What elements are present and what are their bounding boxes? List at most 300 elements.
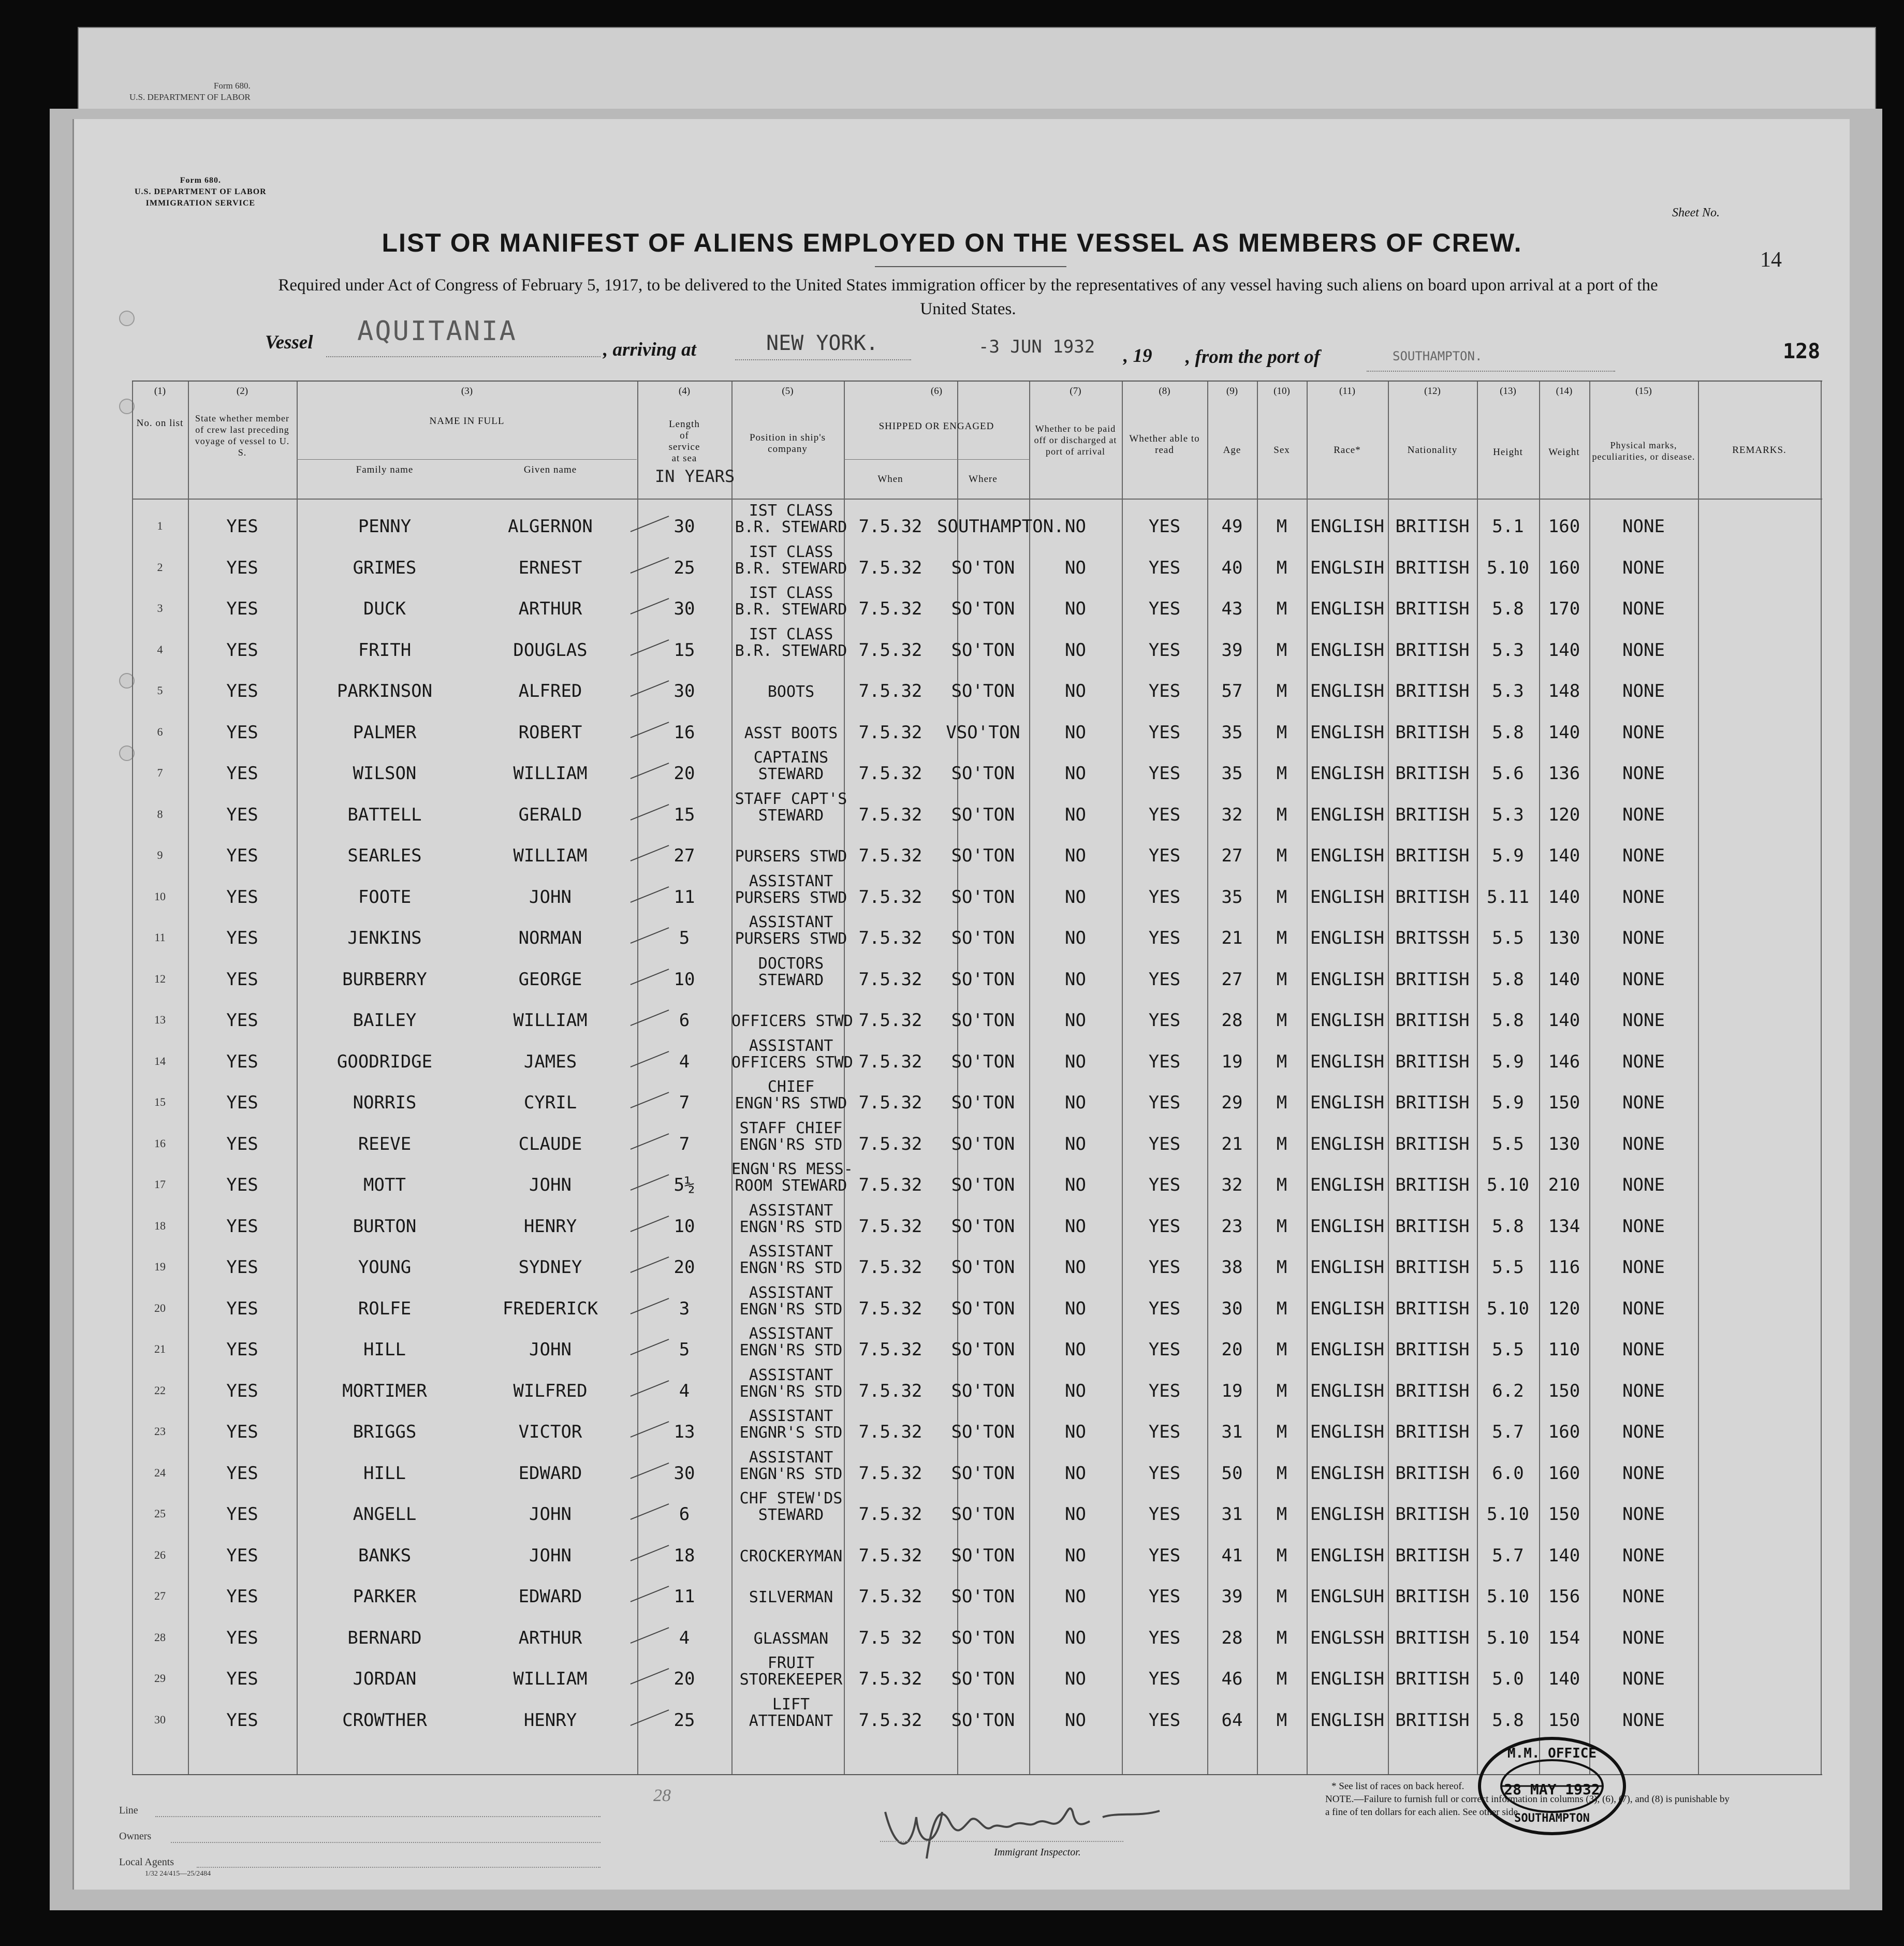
cell-family: BATTELL bbox=[347, 804, 422, 825]
cell-no: 26 bbox=[154, 1548, 166, 1561]
cell-no: 25 bbox=[154, 1507, 166, 1520]
table-row bbox=[132, 1620, 1822, 1661]
cell-age: 27 bbox=[1221, 969, 1243, 990]
cell-height: 5.10 bbox=[1487, 1627, 1529, 1648]
header-name-in-full: NAME IN FULL bbox=[429, 416, 505, 427]
cell-pos1: IST CLASS bbox=[749, 584, 833, 602]
cell-race: ENGLISH bbox=[1310, 763, 1385, 784]
cell-prev: YES bbox=[226, 1010, 258, 1031]
cell-prev: YES bbox=[226, 1380, 258, 1401]
cell-no: 15 bbox=[154, 1095, 166, 1108]
cell-age: 31 bbox=[1221, 1422, 1243, 1442]
cell-pos1: DOCTORS bbox=[758, 954, 824, 973]
cell-read: YES bbox=[1148, 516, 1181, 537]
table-row bbox=[132, 1489, 1822, 1537]
header-shipped-engaged: SHIPPED OR ENGAGED bbox=[878, 421, 994, 432]
cell-weight: 140 bbox=[1548, 886, 1580, 908]
cell-sex: M bbox=[1276, 639, 1287, 661]
cell-when: 7.5.32 bbox=[858, 557, 922, 578]
cell-marks: NONE bbox=[1622, 1339, 1665, 1360]
cell-height: 5.6 bbox=[1492, 763, 1524, 784]
cell-paid: NO bbox=[1065, 1545, 1086, 1566]
cell-sex: M bbox=[1276, 763, 1287, 784]
cell-where: SO'TON bbox=[951, 1504, 1015, 1525]
cell-no: 23 bbox=[154, 1425, 166, 1438]
cell-where: SO'TON bbox=[951, 598, 1015, 619]
cell-where: SO'TON bbox=[951, 1010, 1015, 1031]
cell-length: 4 bbox=[679, 1051, 690, 1072]
cell-where: SO'TON bbox=[951, 763, 1015, 784]
cell-where: SO'TON bbox=[951, 557, 1015, 578]
cell-length: 7 bbox=[679, 1092, 690, 1113]
cell-where: SO'TON bbox=[951, 1051, 1015, 1072]
cell-sex: M bbox=[1276, 1092, 1287, 1113]
cell-paid: NO bbox=[1065, 1380, 1086, 1401]
cell-family: PARKER bbox=[353, 1586, 417, 1607]
cell-read: YES bbox=[1148, 598, 1181, 619]
cell-read: YES bbox=[1148, 1627, 1181, 1648]
table-row bbox=[132, 1366, 1822, 1414]
cell-family: DUCK bbox=[363, 598, 406, 619]
cell-prev: YES bbox=[226, 886, 258, 908]
cell-given: CLAUDE bbox=[518, 1133, 582, 1154]
cell-read: YES bbox=[1148, 1504, 1181, 1525]
cell-pos1: ASSISTANT bbox=[749, 1036, 833, 1055]
port-underline bbox=[735, 359, 911, 360]
table-row bbox=[132, 1448, 1822, 1496]
header-length-service: Length of service at sea bbox=[668, 419, 700, 464]
cell-read: YES bbox=[1148, 1092, 1181, 1113]
title-rule bbox=[875, 266, 1066, 267]
cell-height: 6.0 bbox=[1492, 1462, 1524, 1484]
cell-pos1: ASSISTANT bbox=[749, 1407, 833, 1425]
cell-where: SO'TON bbox=[951, 845, 1015, 866]
cell-pos2: ENGN'RS STD bbox=[739, 1300, 843, 1319]
cell-where: SO'TON bbox=[951, 1627, 1015, 1648]
cell-height: 5.8 bbox=[1492, 1010, 1524, 1031]
cell-paid: NO bbox=[1065, 1298, 1086, 1319]
cell-marks: NONE bbox=[1622, 1298, 1665, 1319]
cell-when: 7.5.32 bbox=[858, 1586, 922, 1607]
cell-where: SO'TON bbox=[951, 1545, 1015, 1566]
table-row bbox=[132, 1538, 1822, 1578]
cell-weight: 130 bbox=[1548, 1133, 1580, 1154]
cell-length: 5 bbox=[679, 1339, 690, 1360]
cell-prev: YES bbox=[226, 681, 258, 701]
cell-no: 4 bbox=[157, 642, 163, 656]
cell-race: ENGLSIH bbox=[1310, 557, 1385, 578]
cell-prev: YES bbox=[226, 1051, 258, 1072]
cell-pos2: ENGN'RS STD bbox=[739, 1465, 843, 1483]
cell-length: 15 bbox=[673, 804, 695, 825]
cell-pos1: CHIEF bbox=[767, 1078, 815, 1096]
table-row bbox=[132, 913, 1822, 961]
cell-sex: M bbox=[1276, 1380, 1287, 1401]
cell-when: 7.5.32 bbox=[858, 1669, 922, 1689]
cell-length: 30 bbox=[673, 1462, 695, 1484]
col-num-12: (12) bbox=[1424, 386, 1441, 397]
vessel-line bbox=[0, 316, 1904, 368]
cell-marks: NONE bbox=[1622, 1669, 1665, 1689]
cell-sex: M bbox=[1276, 598, 1287, 619]
cell-length: 18 bbox=[673, 1545, 695, 1566]
cell-given: WILFRED bbox=[513, 1380, 588, 1401]
cell-family: JORDAN bbox=[353, 1669, 417, 1689]
table-row bbox=[132, 1283, 1822, 1332]
col-num-3: (3) bbox=[461, 386, 473, 397]
cell-race: ENGLISH bbox=[1310, 1709, 1385, 1731]
cell-pos2: STEWARD bbox=[758, 971, 824, 989]
cell-paid: NO bbox=[1065, 804, 1086, 825]
cell-marks: NONE bbox=[1622, 804, 1665, 825]
cell-when: 7.5.32 bbox=[858, 969, 922, 990]
cell-nat: BRITISH bbox=[1395, 639, 1470, 661]
cell-paid: NO bbox=[1065, 1339, 1086, 1360]
cell-sex: M bbox=[1276, 1669, 1287, 1689]
cell-read: YES bbox=[1148, 1545, 1181, 1566]
cell-marks: NONE bbox=[1622, 763, 1665, 784]
cell-sex: M bbox=[1276, 804, 1287, 825]
cell-when: 7.5.32 bbox=[858, 804, 922, 825]
cell-nat: BRITISH bbox=[1395, 1709, 1470, 1731]
cell-pos1: LIFT bbox=[772, 1695, 810, 1714]
header-nationality: Nationality bbox=[1407, 445, 1458, 456]
header-physical: Physical marks, peculiarities, or disease. bbox=[1592, 440, 1695, 462]
cell-given: ERNEST bbox=[518, 557, 582, 578]
cell-where: VSO'TON bbox=[946, 722, 1020, 743]
cell-no: 18 bbox=[154, 1219, 166, 1232]
cell-length: 30 bbox=[673, 516, 695, 537]
cell-given: GERALD bbox=[518, 804, 582, 825]
cell-length: 15 bbox=[673, 639, 695, 661]
cell-weight: 140 bbox=[1548, 969, 1580, 990]
cell-given: SYDNEY bbox=[518, 1257, 582, 1278]
cell-age: 46 bbox=[1221, 1669, 1243, 1689]
cell-sex: M bbox=[1276, 1462, 1287, 1484]
table-row bbox=[132, 502, 1822, 549]
cell-where: SO'TON bbox=[951, 639, 1015, 661]
arriving-label: , arriving at bbox=[603, 339, 696, 360]
cell-marks: NONE bbox=[1622, 516, 1665, 537]
cell-family: PALMER bbox=[353, 722, 417, 743]
cell-given: GEORGE bbox=[518, 969, 582, 990]
cell-race: ENGLSUH bbox=[1310, 1586, 1385, 1607]
cell-height: 5.8 bbox=[1492, 1709, 1524, 1731]
cell-height: 5.8 bbox=[1492, 969, 1524, 990]
cell-weight: 170 bbox=[1548, 598, 1580, 619]
cell-length: 20 bbox=[673, 1257, 695, 1278]
cell-where: SO'TON bbox=[951, 1092, 1015, 1113]
cell-race: ENGLISH bbox=[1310, 845, 1385, 866]
cell-family: BERNARD bbox=[347, 1627, 422, 1648]
cell-when: 7.5.32 bbox=[858, 886, 922, 908]
cell-paid: NO bbox=[1065, 1627, 1086, 1648]
cell-race: ENGLISH bbox=[1310, 681, 1385, 701]
arrival-date: -3 JUN 1932 bbox=[978, 336, 1095, 357]
cell-prev: YES bbox=[226, 1422, 258, 1442]
cell-paid: NO bbox=[1065, 928, 1086, 948]
cell-marks: NONE bbox=[1622, 1422, 1665, 1442]
cell-no: 14 bbox=[154, 1054, 166, 1067]
cell-pos1: STAFF CAPT'S bbox=[735, 789, 847, 808]
cell-paid: NO bbox=[1065, 845, 1086, 866]
crew-table bbox=[132, 381, 1822, 1775]
cell-read: YES bbox=[1148, 1051, 1181, 1072]
cell-family: JENKINS bbox=[347, 928, 422, 948]
cell-nat: BRITISH bbox=[1395, 969, 1470, 990]
table-row bbox=[132, 872, 1822, 920]
cell-given: WILLIAM bbox=[513, 1669, 588, 1689]
cell-age: 31 bbox=[1221, 1504, 1243, 1525]
cell-prev: YES bbox=[226, 804, 258, 825]
cell-length: 27 bbox=[673, 845, 695, 866]
cell-weight: 110 bbox=[1548, 1339, 1580, 1360]
cell-sex: M bbox=[1276, 557, 1287, 578]
sheet-no-mark: 14 bbox=[1760, 248, 1782, 272]
cell-height: 5.5 bbox=[1492, 1133, 1524, 1154]
cell-paid: NO bbox=[1065, 1175, 1086, 1195]
cell-sex: M bbox=[1276, 886, 1287, 908]
cell-when: 7.5.32 bbox=[858, 1504, 922, 1525]
cell-pos2: ENGN'RS STD bbox=[739, 1218, 843, 1236]
cell-marks: NONE bbox=[1622, 1175, 1665, 1195]
cell-prev: YES bbox=[226, 1298, 258, 1319]
cell-age: 35 bbox=[1221, 886, 1243, 908]
cell-read: YES bbox=[1148, 969, 1181, 990]
cell-sex: M bbox=[1276, 1257, 1287, 1278]
cell-age: 28 bbox=[1221, 1010, 1243, 1031]
cell-nat: BRITISH bbox=[1395, 681, 1470, 701]
cell-family: BURBERRY bbox=[342, 969, 427, 990]
cell-marks: NONE bbox=[1622, 1010, 1665, 1031]
sheet-no-label: Sheet No. bbox=[1672, 206, 1720, 220]
cell-family: MORTIMER bbox=[342, 1380, 427, 1401]
cell-height: 5.0 bbox=[1492, 1669, 1524, 1689]
cell-pos2: OFFICERS STWD bbox=[731, 1053, 853, 1072]
cell-race: ENGLISH bbox=[1310, 886, 1385, 908]
cell-height: 5.9 bbox=[1492, 1092, 1524, 1113]
penalty-note: NOTE.—Failure to furnish full or correct information in columns (3), (6), (7), and (8) is punishable by a fine of ten dollars for each alien. See other side. bbox=[1325, 1794, 1730, 1818]
cell-prev: YES bbox=[226, 557, 258, 578]
cell-given: ARTHUR bbox=[518, 598, 582, 619]
cell-weight: 210 bbox=[1548, 1175, 1580, 1195]
footer-line-underline bbox=[155, 1816, 601, 1817]
cell-age: 41 bbox=[1221, 1545, 1243, 1566]
cell-no: 20 bbox=[154, 1301, 166, 1314]
header-weight: Weight bbox=[1548, 447, 1580, 458]
cell-family: REEVE bbox=[358, 1133, 412, 1154]
cell-pos2: B.R. STEWARD bbox=[735, 518, 847, 536]
cell-age: 32 bbox=[1221, 804, 1243, 825]
cell-pos2: ENGN'RS STD bbox=[739, 1135, 843, 1154]
cell-family: BANKS bbox=[358, 1545, 412, 1566]
cell-race: ENGLISH bbox=[1310, 969, 1385, 990]
cell-when: 7.5.32 bbox=[858, 1133, 922, 1154]
cell-pos2: STEWARD bbox=[758, 1506, 824, 1524]
cell-length: 10 bbox=[673, 1216, 695, 1237]
cell-weight: 134 bbox=[1548, 1216, 1580, 1237]
cell-weight: 140 bbox=[1548, 639, 1580, 661]
cell-race: ENGLISH bbox=[1310, 1298, 1385, 1319]
col-num-8: (8) bbox=[1159, 386, 1170, 397]
cell-no: 10 bbox=[154, 889, 166, 903]
cell-sex: M bbox=[1276, 681, 1287, 701]
table-row bbox=[132, 1242, 1822, 1290]
cell-marks: NONE bbox=[1622, 1462, 1665, 1484]
cell-height: 5.1 bbox=[1492, 516, 1524, 537]
cell-pos1: CHF STEW'DS bbox=[739, 1489, 843, 1508]
cell-when: 7.5 32 bbox=[858, 1627, 922, 1648]
header-member-prev: State whether member of crew last preceding voyage of vessel to U. S. bbox=[195, 413, 290, 458]
form-identifier: Form 680. U.S. DEPARTMENT OF LABOR IMMIGRATION SERVICE bbox=[135, 176, 267, 208]
cell-age: 38 bbox=[1221, 1257, 1243, 1278]
cell-age: 28 bbox=[1221, 1627, 1243, 1648]
cell-where: SO'TON bbox=[951, 1380, 1015, 1401]
cell-pos2: GLASSMAN bbox=[753, 1629, 829, 1648]
cell-when: 7.5.32 bbox=[858, 1709, 922, 1731]
cell-pos2: ASST BOOTS bbox=[744, 724, 838, 742]
table-row bbox=[132, 789, 1822, 838]
table-row bbox=[132, 1407, 1822, 1455]
cell-where: SO'TON bbox=[951, 1175, 1015, 1195]
cell-no: 22 bbox=[154, 1383, 166, 1397]
cell-pos1: ASSISTANT bbox=[749, 1283, 833, 1302]
cell-read: YES bbox=[1148, 928, 1181, 948]
cell-weight: 150 bbox=[1548, 1504, 1580, 1525]
cell-no: 13 bbox=[154, 1013, 166, 1026]
cell-height: 5.8 bbox=[1492, 1216, 1524, 1237]
cell-height: 5.9 bbox=[1492, 845, 1524, 866]
header-given-name: Given name bbox=[523, 464, 577, 475]
col-num-6: (6) bbox=[930, 386, 943, 397]
cell-where: SO'TON bbox=[951, 928, 1015, 948]
cell-race: ENGLISH bbox=[1310, 1462, 1385, 1484]
cell-marks: NONE bbox=[1622, 1257, 1665, 1278]
cell-marks: NONE bbox=[1622, 1586, 1665, 1607]
cell-nat: BRITISH bbox=[1395, 1380, 1470, 1401]
cell-given: WILLIAM bbox=[513, 1010, 588, 1031]
cell-read: YES bbox=[1148, 1380, 1181, 1401]
cell-read: YES bbox=[1148, 1133, 1181, 1154]
cell-weight: 160 bbox=[1548, 557, 1580, 578]
cell-sex: M bbox=[1276, 1627, 1287, 1648]
cell-given: EDWARD bbox=[518, 1462, 582, 1484]
footer-owners-label: Owners bbox=[119, 1831, 152, 1842]
cell-read: YES bbox=[1148, 804, 1181, 825]
cell-given: JAMES bbox=[523, 1051, 577, 1072]
header-position: Position in ship's company bbox=[749, 432, 826, 455]
cell-length: 10 bbox=[673, 969, 695, 990]
cell-height: 5.3 bbox=[1492, 804, 1524, 825]
cell-length: 11 bbox=[673, 886, 695, 908]
cell-prev: YES bbox=[226, 639, 258, 661]
cell-family: CROWTHER bbox=[342, 1709, 427, 1731]
cell-pos1: IST CLASS bbox=[749, 543, 833, 561]
cell-when: 7.5.32 bbox=[858, 1545, 922, 1566]
cell-where: SO'TON bbox=[951, 681, 1015, 701]
cell-family: PENNY bbox=[358, 516, 412, 537]
header-sex: Sex bbox=[1273, 445, 1290, 456]
cell-pos2: OFFICERS STWD bbox=[731, 1012, 853, 1030]
cell-pos1: ASSISTANT bbox=[749, 872, 833, 890]
cell-weight: 148 bbox=[1548, 681, 1580, 701]
cell-no: 7 bbox=[157, 766, 163, 779]
cell-paid: NO bbox=[1065, 1504, 1086, 1525]
races-note: * See list of races on back hereof. bbox=[1331, 1781, 1464, 1792]
cell-nat: BRITISH bbox=[1395, 1422, 1470, 1442]
cell-race: ENGLISH bbox=[1310, 1092, 1385, 1113]
cell-age: 35 bbox=[1221, 722, 1243, 743]
footer-owners-underline bbox=[171, 1842, 601, 1843]
cell-length: 4 bbox=[679, 1380, 690, 1401]
cell-prev: YES bbox=[226, 1669, 258, 1689]
cell-weight: 160 bbox=[1548, 1422, 1580, 1442]
table-row bbox=[132, 1654, 1822, 1702]
cell-sex: M bbox=[1276, 1545, 1287, 1566]
cell-read: YES bbox=[1148, 886, 1181, 908]
cell-paid: NO bbox=[1065, 763, 1086, 784]
pencil-mark: 28 bbox=[653, 1786, 671, 1805]
footer-agents-underline bbox=[197, 1867, 601, 1868]
cell-paid: NO bbox=[1065, 969, 1086, 990]
cell-prev: YES bbox=[226, 598, 258, 619]
col-num-9: (9) bbox=[1226, 386, 1238, 397]
cell-pos2: ENGN'RS STD bbox=[739, 1259, 843, 1277]
col-num-1: (1) bbox=[154, 386, 166, 397]
cell-height: 5.5 bbox=[1492, 1257, 1524, 1278]
cell-given: FREDERICK bbox=[502, 1298, 598, 1319]
table-row bbox=[132, 954, 1822, 1002]
cell-pos1: IST CLASS bbox=[749, 625, 833, 643]
cell-given: JOHN bbox=[529, 1545, 572, 1566]
cell-weight: 130 bbox=[1548, 928, 1580, 948]
cell-race: ENGLISH bbox=[1310, 598, 1385, 619]
table-row bbox=[132, 1078, 1822, 1125]
cell-prev: YES bbox=[226, 1462, 258, 1484]
cell-prev: YES bbox=[226, 516, 258, 537]
cell-when: 7.5.32 bbox=[858, 1257, 922, 1278]
cell-marks: NONE bbox=[1622, 969, 1665, 990]
cell-no: 28 bbox=[154, 1630, 166, 1644]
cell-given: WILLIAM bbox=[513, 763, 588, 784]
cell-race: ENGLISH bbox=[1310, 1010, 1385, 1031]
cell-when: 7.5.32 bbox=[858, 1422, 922, 1442]
cell-when: 7.5.32 bbox=[858, 1216, 922, 1237]
table-row bbox=[132, 1036, 1822, 1085]
cell-pos2: STEWARD bbox=[758, 765, 824, 783]
cell-pos2: CROCKERYMAN bbox=[739, 1547, 843, 1565]
cell-given: HENRY bbox=[523, 1216, 577, 1237]
cell-where: SO'TON bbox=[951, 1709, 1015, 1731]
cell-sex: M bbox=[1276, 1339, 1287, 1360]
header-age: Age bbox=[1223, 445, 1241, 456]
cell-pos1: ASSISTANT bbox=[749, 1242, 833, 1261]
cell-paid: NO bbox=[1065, 1669, 1086, 1689]
cell-nat: BRITSSH bbox=[1395, 928, 1470, 948]
cell-read: YES bbox=[1148, 639, 1181, 661]
cell-nat: BRITISH bbox=[1395, 1627, 1470, 1648]
cell-read: YES bbox=[1148, 1257, 1181, 1278]
cell-sex: M bbox=[1276, 1216, 1287, 1237]
cell-nat: BRITISH bbox=[1395, 1298, 1470, 1319]
cell-length: 13 bbox=[673, 1422, 695, 1442]
cell-pos1: STAFF CHIEF bbox=[739, 1119, 843, 1137]
cell-age: 23 bbox=[1221, 1216, 1243, 1237]
cell-nat: BRITISH bbox=[1395, 1133, 1470, 1154]
cell-race: ENGLISH bbox=[1310, 1175, 1385, 1195]
cell-where: SO'TON bbox=[951, 1216, 1015, 1237]
cell-marks: NONE bbox=[1622, 928, 1665, 948]
